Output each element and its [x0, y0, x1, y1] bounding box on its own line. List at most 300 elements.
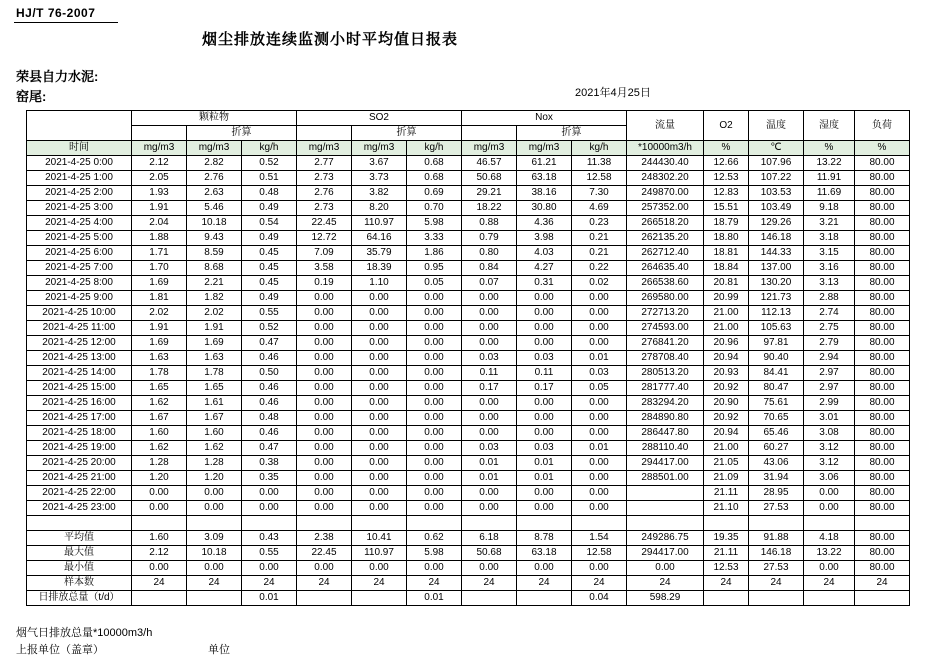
unit-o2: % — [704, 141, 749, 156]
cell-time: 2021-4-25 3:00 — [27, 201, 132, 216]
summary-value: 4.18 — [804, 531, 855, 546]
cell-value: 0.00 — [297, 411, 352, 426]
cell-value: 70.65 — [749, 411, 804, 426]
cell-value: 3.01 — [804, 411, 855, 426]
cell-value: 0.00 — [407, 441, 462, 456]
cell-value: 0.00 — [352, 396, 407, 411]
cell-time: 2021-4-25 20:00 — [27, 456, 132, 471]
cell-value: 0.00 — [572, 501, 627, 516]
cell-value: 283294.20 — [627, 396, 704, 411]
cell-value: 21.10 — [704, 501, 749, 516]
cell-value: 1.91 — [187, 321, 242, 336]
summary-value: 24 — [242, 576, 297, 591]
day-total-value — [297, 591, 352, 606]
cell-value: 0.48 — [242, 411, 297, 426]
table-row — [27, 216, 910, 231]
table-group-header-row — [27, 111, 910, 126]
cell-value: 0.00 — [517, 306, 572, 321]
table-row — [27, 366, 910, 381]
summary-value: 24 — [132, 576, 187, 591]
cell-value: 1.91 — [132, 321, 187, 336]
cell-value: 2.79 — [804, 336, 855, 351]
summary-value: 0.00 — [132, 561, 187, 576]
group-header-blank — [27, 111, 132, 141]
cell-value: 80.00 — [855, 216, 910, 231]
cell-value: 0.00 — [407, 486, 462, 501]
cell-value: 0.19 — [297, 276, 352, 291]
summary-value: 0.00 — [187, 561, 242, 576]
cell-value: 0.80 — [462, 246, 517, 261]
standard-code-rule — [14, 22, 118, 23]
table-row — [27, 171, 910, 186]
day-total-value — [517, 591, 572, 606]
unit-humidity: % — [804, 141, 855, 156]
cell-value: 2.76 — [187, 171, 242, 186]
summary-row — [27, 576, 910, 591]
cell-time: 2021-4-25 18:00 — [27, 426, 132, 441]
cell-value: 276841.20 — [627, 336, 704, 351]
cell-value: 63.18 — [517, 171, 572, 186]
cell-value: 0.00 — [572, 426, 627, 441]
cell-value: 0.00 — [462, 336, 517, 351]
cell-value: 3.21 — [804, 216, 855, 231]
group-header-temperature: 温度 — [749, 111, 804, 141]
spacer-cell — [132, 516, 187, 531]
summary-value: 5.98 — [407, 546, 462, 561]
cell-value: 0.54 — [242, 216, 297, 231]
cell-value: 0.00 — [462, 486, 517, 501]
cell-value: 1.60 — [187, 426, 242, 441]
cell-value: 0.03 — [462, 441, 517, 456]
cell-value — [627, 486, 704, 501]
summary-value: 8.78 — [517, 531, 572, 546]
cell-value: 1.91 — [132, 201, 187, 216]
cell-value: 0.07 — [462, 276, 517, 291]
cell-value: 0.00 — [352, 321, 407, 336]
cell-value: 0.00 — [462, 321, 517, 336]
cell-time: 2021-4-25 11:00 — [27, 321, 132, 336]
cell-value: 1.69 — [187, 336, 242, 351]
day-total-value — [187, 591, 242, 606]
unit-load: % — [855, 141, 910, 156]
cell-value: 80.00 — [855, 471, 910, 486]
cell-value: 0.23 — [572, 216, 627, 231]
cell-value: 3.98 — [517, 231, 572, 246]
summary-value: 24 — [352, 576, 407, 591]
spacer-cell — [627, 516, 704, 531]
table-row — [27, 156, 910, 171]
spacer-cell — [855, 516, 910, 531]
day-total-row — [27, 591, 910, 606]
table-row — [27, 261, 910, 276]
table-row — [27, 471, 910, 486]
cell-time: 2021-4-25 10:00 — [27, 306, 132, 321]
cell-value: 0.00 — [462, 306, 517, 321]
table-row — [27, 201, 910, 216]
cell-value: 21.09 — [704, 471, 749, 486]
summary-value: 0.00 — [407, 561, 462, 576]
cell-value: 0.00 — [572, 336, 627, 351]
cell-value: 12.83 — [704, 186, 749, 201]
group-header-so2: SO2 — [297, 111, 462, 126]
table-row — [27, 381, 910, 396]
cell-time: 2021-4-25 21:00 — [27, 471, 132, 486]
cell-value: 27.53 — [749, 501, 804, 516]
cell-value: 20.90 — [704, 396, 749, 411]
cell-value: 2.21 — [187, 276, 242, 291]
cell-value: 12.66 — [704, 156, 749, 171]
spacer-cell — [242, 516, 297, 531]
cell-value: 0.05 — [572, 381, 627, 396]
cell-value: 0.00 — [572, 411, 627, 426]
summary-value: 0.00 — [352, 561, 407, 576]
cell-value: 0.00 — [297, 291, 352, 306]
cell-value: 0.00 — [517, 321, 572, 336]
cell-value: 266538.60 — [627, 276, 704, 291]
cell-value: 0.01 — [462, 456, 517, 471]
cell-value: 0.46 — [242, 396, 297, 411]
cell-value: 0.00 — [572, 321, 627, 336]
summary-value: 0.00 — [804, 561, 855, 576]
cell-value: 0.00 — [297, 396, 352, 411]
spacer-row — [27, 516, 910, 531]
cell-value: 65.46 — [749, 426, 804, 441]
cell-value: 274593.00 — [627, 321, 704, 336]
cell-value: 146.18 — [749, 231, 804, 246]
cell-value: 0.00 — [804, 501, 855, 516]
company-name: 荣县自力水泥: — [16, 69, 99, 84]
cell-value: 0.46 — [242, 381, 297, 396]
cell-value: 0.79 — [462, 231, 517, 246]
cell-value: 0.55 — [242, 306, 297, 321]
summary-value: 1.60 — [132, 531, 187, 546]
cell-value: 0.84 — [462, 261, 517, 276]
unit-temperature: ℃ — [749, 141, 804, 156]
summary-value: 0.00 — [462, 561, 517, 576]
cell-value: 9.43 — [187, 231, 242, 246]
cell-value: 262135.20 — [627, 231, 704, 246]
cell-value: 15.51 — [704, 201, 749, 216]
table-row — [27, 276, 910, 291]
cell-value: 3.15 — [804, 246, 855, 261]
summary-row — [27, 531, 910, 546]
spacer-cell — [297, 516, 352, 531]
table-row — [27, 291, 910, 306]
cell-value: 20.81 — [704, 276, 749, 291]
cell-value: 3.13 — [804, 276, 855, 291]
summary-value: 0.00 — [242, 561, 297, 576]
cell-value — [627, 501, 704, 516]
cell-value: 80.00 — [855, 171, 910, 186]
cell-value: 2.97 — [804, 366, 855, 381]
summary-value: 294417.00 — [627, 546, 704, 561]
table-row — [27, 186, 910, 201]
cell-value: 80.00 — [855, 291, 910, 306]
cell-value: 0.02 — [572, 276, 627, 291]
cell-value: 20.99 — [704, 291, 749, 306]
cell-value: 0.00 — [352, 441, 407, 456]
summary-value: 21.11 — [704, 546, 749, 561]
day-total-value — [804, 591, 855, 606]
cell-value: 5.98 — [407, 216, 462, 231]
cell-value: 80.00 — [855, 441, 910, 456]
spacer-cell — [572, 516, 627, 531]
summary-value: 50.68 — [462, 546, 517, 561]
cell-value: 2.97 — [804, 381, 855, 396]
cell-time: 2021-4-25 22:00 — [27, 486, 132, 501]
cell-value: 0.48 — [242, 186, 297, 201]
summary-value: 24 — [704, 576, 749, 591]
cell-value: 0.70 — [407, 201, 462, 216]
cell-value: 0.01 — [517, 456, 572, 471]
cell-time: 2021-4-25 2:00 — [27, 186, 132, 201]
table-row — [27, 351, 910, 366]
cell-value: 1.82 — [187, 291, 242, 306]
cell-value: 0.00 — [352, 456, 407, 471]
cell-value: 0.49 — [242, 201, 297, 216]
cell-value: 31.94 — [749, 471, 804, 486]
cell-value: 4.27 — [517, 261, 572, 276]
cell-value: 0.00 — [517, 426, 572, 441]
cell-value: 0.00 — [462, 426, 517, 441]
cell-value: 0.95 — [407, 261, 462, 276]
cell-value: 2.73 — [297, 171, 352, 186]
cell-value: 0.00 — [572, 396, 627, 411]
cell-value: 0.00 — [407, 366, 462, 381]
cell-value: 262712.40 — [627, 246, 704, 261]
summary-row — [27, 546, 910, 561]
cell-value: 0.00 — [517, 291, 572, 306]
summary-row — [27, 561, 910, 576]
cell-value: 284890.80 — [627, 411, 704, 426]
unit-nox-mass: kg/h — [572, 141, 627, 156]
cell-value: 10.18 — [187, 216, 242, 231]
cell-value: 80.00 — [855, 381, 910, 396]
cell-value: 90.40 — [749, 351, 804, 366]
cell-value: 294417.00 — [627, 456, 704, 471]
cell-value: 0.00 — [352, 486, 407, 501]
cell-value: 0.00 — [297, 321, 352, 336]
cell-value: 0.00 — [572, 306, 627, 321]
day-total-value — [462, 591, 517, 606]
cell-value: 107.96 — [749, 156, 804, 171]
cell-value: 1.20 — [132, 471, 187, 486]
summary-value: 91.88 — [749, 531, 804, 546]
cell-value: 0.00 — [297, 336, 352, 351]
day-total-value: 0.01 — [407, 591, 462, 606]
group-header-o2: O2 — [704, 111, 749, 141]
cell-value: 107.22 — [749, 171, 804, 186]
summary-value: 0.00 — [297, 561, 352, 576]
table-row — [27, 396, 910, 411]
cell-value: 0.00 — [132, 486, 187, 501]
cell-value: 129.26 — [749, 216, 804, 231]
summary-value: 0.62 — [407, 531, 462, 546]
cell-value: 29.21 — [462, 186, 517, 201]
cell-value: 1.67 — [187, 411, 242, 426]
cell-value: 2.05 — [132, 171, 187, 186]
cell-value: 2.75 — [804, 321, 855, 336]
cell-value: 80.00 — [855, 261, 910, 276]
unit-so2-raw: mg/m3 — [297, 141, 352, 156]
cell-value: 0.00 — [517, 501, 572, 516]
cell-value: 0.17 — [462, 381, 517, 396]
cell-value: 80.00 — [855, 456, 910, 471]
report-date: 2021年4月25日 — [575, 87, 651, 99]
cell-value: 0.03 — [517, 351, 572, 366]
unit-so2-mass: kg/h — [407, 141, 462, 156]
cell-value: 0.47 — [242, 336, 297, 351]
sub-header-particulate-blank — [132, 126, 187, 141]
cell-value: 288501.00 — [627, 471, 704, 486]
cell-value: 18.79 — [704, 216, 749, 231]
cell-value: 80.00 — [855, 501, 910, 516]
spacer-cell — [352, 516, 407, 531]
cell-value: 121.73 — [749, 291, 804, 306]
cell-value: 3.12 — [804, 441, 855, 456]
day-total-value — [352, 591, 407, 606]
cell-value: 2.82 — [187, 156, 242, 171]
cell-value: 22.45 — [297, 216, 352, 231]
cell-time: 2021-4-25 17:00 — [27, 411, 132, 426]
summary-value: 24 — [855, 576, 910, 591]
cell-value: 0.51 — [242, 171, 297, 186]
table-row — [27, 306, 910, 321]
cell-value: 257352.00 — [627, 201, 704, 216]
cell-value: 64.16 — [352, 231, 407, 246]
cell-value: 0.00 — [462, 396, 517, 411]
cell-value: 1.69 — [132, 336, 187, 351]
cell-value: 2.76 — [297, 186, 352, 201]
cell-value: 0.00 — [407, 351, 462, 366]
summary-value: 24 — [749, 576, 804, 591]
cell-value: 2.88 — [804, 291, 855, 306]
cell-value: 0.00 — [407, 321, 462, 336]
table-row — [27, 486, 910, 501]
summary-value: 24 — [462, 576, 517, 591]
cell-value: 4.03 — [517, 246, 572, 261]
cell-value: 3.58 — [297, 261, 352, 276]
cell-value: 11.91 — [804, 171, 855, 186]
summary-value: 2.12 — [132, 546, 187, 561]
cell-value: 288110.40 — [627, 441, 704, 456]
cell-value: 0.45 — [242, 276, 297, 291]
cell-value: 1.20 — [187, 471, 242, 486]
cell-value: 281777.40 — [627, 381, 704, 396]
cell-value: 80.00 — [855, 411, 910, 426]
cell-value: 0.00 — [407, 456, 462, 471]
cell-value: 0.00 — [517, 336, 572, 351]
cell-value: 0.00 — [242, 501, 297, 516]
cell-value: 80.00 — [855, 246, 910, 261]
cell-value: 2.77 — [297, 156, 352, 171]
summary-value: 24 — [804, 576, 855, 591]
table-row — [27, 441, 910, 456]
sub-header-so2-converted: 折算 — [352, 126, 462, 141]
cell-value: 1.63 — [187, 351, 242, 366]
cell-value: 11.69 — [804, 186, 855, 201]
cell-value: 0.00 — [407, 336, 462, 351]
table-row — [27, 321, 910, 336]
cell-value: 1.78 — [132, 366, 187, 381]
summary-value: 80.00 — [855, 561, 910, 576]
cell-value: 21.05 — [704, 456, 749, 471]
summary-value: 0.43 — [242, 531, 297, 546]
footer-report-unit-label: 上报单位（盖章） — [16, 644, 104, 656]
summary-value: 24 — [407, 576, 462, 591]
cell-value: 1.67 — [132, 411, 187, 426]
cell-value: 0.01 — [517, 471, 572, 486]
cell-value: 18.80 — [704, 231, 749, 246]
cell-time: 2021-4-25 7:00 — [27, 261, 132, 276]
cell-value: 3.16 — [804, 261, 855, 276]
cell-value: 0.00 — [407, 291, 462, 306]
cell-value: 144.33 — [749, 246, 804, 261]
cell-value: 0.00 — [297, 306, 352, 321]
cell-value: 21.00 — [704, 441, 749, 456]
cell-time: 2021-4-25 13:00 — [27, 351, 132, 366]
cell-value: 97.81 — [749, 336, 804, 351]
spacer-cell — [187, 516, 242, 531]
cell-value: 8.59 — [187, 246, 242, 261]
cell-value: 0.00 — [804, 486, 855, 501]
cell-value: 0.38 — [242, 456, 297, 471]
cell-value: 21.00 — [704, 306, 749, 321]
cell-value: 103.49 — [749, 201, 804, 216]
footer-flow-total-label: 烟气日排放总量*10000m3/h — [16, 627, 153, 639]
group-header-particulate: 颗粒物 — [132, 111, 297, 126]
day-total-value — [704, 591, 749, 606]
cell-value: 3.08 — [804, 426, 855, 441]
cell-value: 1.81 — [132, 291, 187, 306]
unit-so2-converted: mg/m3 — [352, 141, 407, 156]
cell-value: 4.69 — [572, 201, 627, 216]
summary-value: 13.22 — [804, 546, 855, 561]
cell-value: 248302.20 — [627, 171, 704, 186]
cell-value: 80.00 — [855, 321, 910, 336]
sub-header-nox-converted: 折算 — [517, 126, 627, 141]
day-total-value — [855, 591, 910, 606]
cell-value: 1.61 — [187, 396, 242, 411]
cell-value: 0.00 — [572, 291, 627, 306]
summary-value: 24 — [297, 576, 352, 591]
cell-value: 0.50 — [242, 366, 297, 381]
cell-value: 20.94 — [704, 426, 749, 441]
summary-value: 80.00 — [855, 546, 910, 561]
table-row — [27, 456, 910, 471]
cell-value: 0.00 — [297, 351, 352, 366]
cell-time: 2021-4-25 14:00 — [27, 366, 132, 381]
cell-value: 3.73 — [352, 171, 407, 186]
day-total-label: 日排放总量（t/d） — [27, 591, 132, 606]
table-row — [27, 246, 910, 261]
summary-label: 样本数 — [27, 576, 132, 591]
cell-value: 0.00 — [517, 486, 572, 501]
cell-time: 2021-4-25 4:00 — [27, 216, 132, 231]
summary-value: 24 — [187, 576, 242, 591]
cell-value: 1.28 — [187, 456, 242, 471]
cell-value: 110.97 — [352, 216, 407, 231]
cell-value: 0.00 — [297, 366, 352, 381]
cell-value: 0.00 — [462, 411, 517, 426]
cell-time: 2021-4-25 16:00 — [27, 396, 132, 411]
cell-value: 3.18 — [804, 231, 855, 246]
sub-header-so2-blank — [297, 126, 352, 141]
cell-value: 0.00 — [297, 381, 352, 396]
cell-value: 264635.40 — [627, 261, 704, 276]
column-header-time: 时间 — [27, 141, 132, 156]
summary-value: 27.53 — [749, 561, 804, 576]
